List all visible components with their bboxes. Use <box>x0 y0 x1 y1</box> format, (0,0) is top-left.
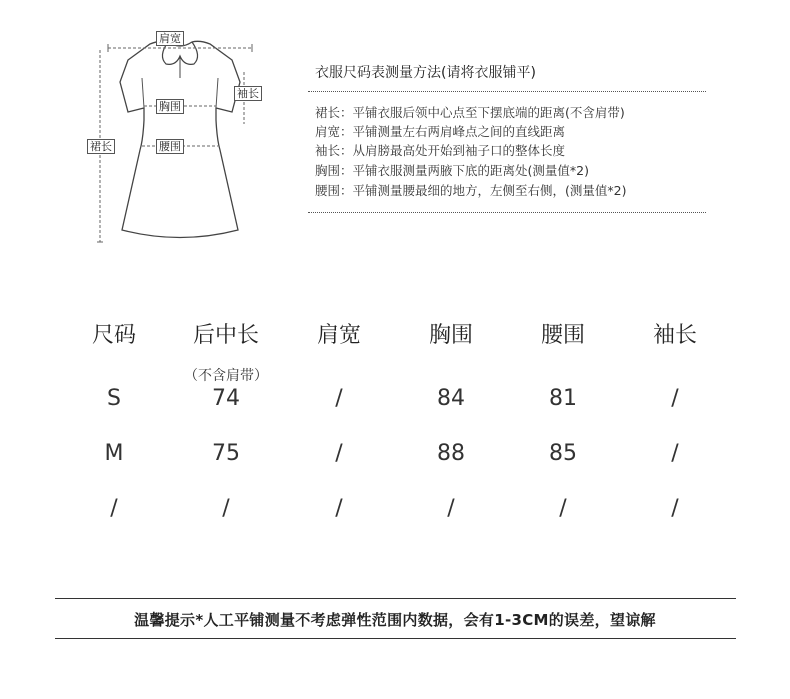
table-cell: 88 <box>437 441 465 466</box>
table-cell: / <box>110 496 118 521</box>
table-cell: M <box>104 441 124 466</box>
header-waist: 腰围 <box>540 323 585 348</box>
header-shoulder: 肩宽 <box>316 323 361 348</box>
method-title: 衣服尺码表测量方法(请将衣服铺平) <box>315 65 536 81</box>
table-cell: / <box>335 386 343 411</box>
method-line-waist: 腰围：平铺测量腰最细的地方，左侧至右侧，(测量值*2) <box>315 183 627 198</box>
table-cell: 74 <box>212 386 240 411</box>
header-subnote: （不含肩带） <box>184 368 268 384</box>
table-cell: 75 <box>212 441 240 466</box>
table-cell: / <box>335 496 343 521</box>
footer-divider-bottom <box>55 638 736 639</box>
method-line-sleeve: 袖长：从肩膀最高处开始到袖子口的整体长度 <box>315 143 566 158</box>
footer-divider-top <box>55 598 736 599</box>
table-cell: / <box>222 496 230 521</box>
method-line-shoulder: 肩宽：平铺测量左右两肩峰点之间的直线距离 <box>315 124 566 139</box>
label-sleeve: 袖长 <box>234 86 262 101</box>
dotted-divider <box>308 212 706 213</box>
label-waist: 腰围 <box>156 139 184 154</box>
table-cell: / <box>671 441 679 466</box>
table-cell: 84 <box>437 386 465 411</box>
footer-tip: 温馨提示*人工平铺测量不考虑弹性范围内数据，会有1-3CM的误差，望谅解 <box>134 611 656 629</box>
method-line-chest: 胸围：平铺衣服测量两腋下底的距离处(测量值*2) <box>315 163 589 178</box>
table-cell: 85 <box>549 441 577 466</box>
dotted-divider <box>308 91 706 92</box>
table-cell: / <box>447 496 455 521</box>
label-shoulder: 肩宽 <box>156 31 184 46</box>
dress-outline-icon <box>80 20 280 250</box>
table-cell: / <box>335 441 343 466</box>
header-size: 尺码 <box>91 323 136 348</box>
dress-illustration <box>80 20 280 250</box>
header-chest: 胸围 <box>428 323 473 348</box>
table-cell: 81 <box>549 386 577 411</box>
table-cell: / <box>671 496 679 521</box>
table-cell: / <box>671 386 679 411</box>
label-chest: 胸围 <box>156 99 184 114</box>
header-sleeve: 袖长 <box>652 323 697 348</box>
header-back-length: 后中长 <box>192 323 259 348</box>
table-cell: / <box>559 496 567 521</box>
table-cell: S <box>107 386 121 411</box>
method-line-skirt: 裙长：平铺衣服后领中心点至下摆底端的距离(不含肩带) <box>315 105 625 120</box>
label-skirt: 裙长 <box>87 139 115 154</box>
